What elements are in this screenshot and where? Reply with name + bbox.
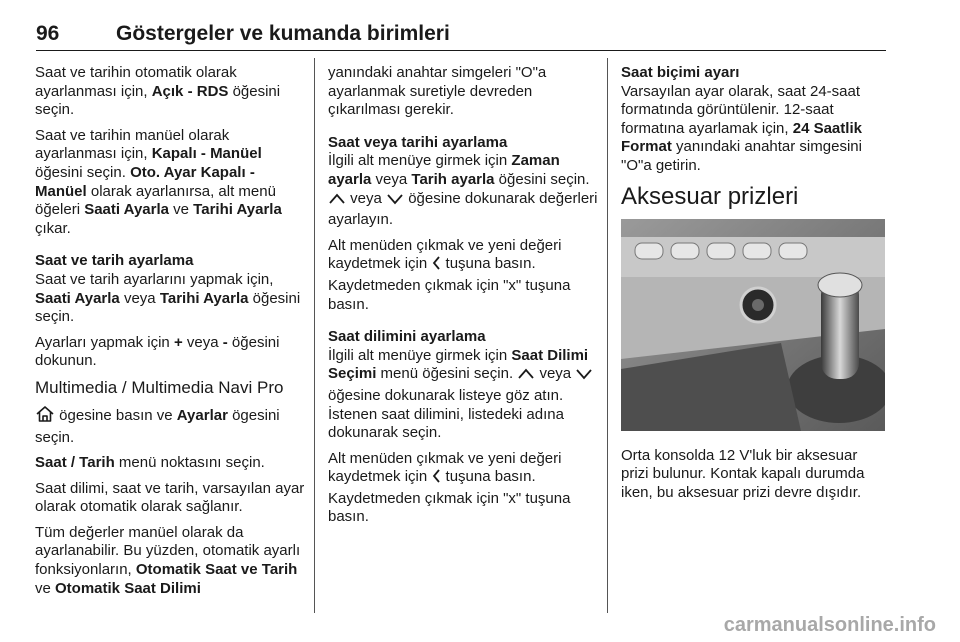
- section-heading: Aksesuar prizleri: [621, 182, 799, 210]
- subheading: Saat biçimi ayarı: [621, 64, 740, 81]
- subheading: Saat veya tarihi ayarlama: [328, 133, 508, 151]
- paragraph: Alt menüden çıkmak ve yeni değeri kaydetmek için tuşuna basın. Kaydetmeden çıkmak için "x" tuşuna basın.: [328, 236, 571, 313]
- paragraph: İlgili alt menüye girmek için Zaman ayarla veya Tarih ayarla öğesini seçin. veya öğesine dokunarak değerleri ayarlayın.: [328, 152, 598, 229]
- page-number: 96: [36, 22, 60, 45]
- paragraph: Saat ve tarihin otomatik olarak ayarlanması için, Açık - RDS öğesini seçin.: [35, 64, 281, 119]
- column-3: [621, 64, 887, 509]
- paragraph: Tüm değerler manüel olarak da ayarlanabilir. Bu yüzden, otomatik ayarlı fonksiyonların, Otomatik Saat ve Tarih ve Otomatik Saat Dilimi: [35, 523, 301, 597]
- chevron-up-icon: [517, 367, 535, 387]
- column-divider: [607, 58, 608, 613]
- paragraph: Varsayılan ayar olarak, saat 24-saat formatında görüntülenir. 12-saat formatına ayarlamak için, 24 Saatlik Format yanındaki anahtar simgesini "O"a getirin.: [621, 82, 862, 174]
- chevron-up-icon: [328, 192, 346, 212]
- chevron-down-icon: [575, 367, 593, 387]
- paragraph: Saat ve tarih ayarlarını yapmak için, Saati Ayarla veya Tarihi Ayarla öğesini seçin.: [35, 270, 301, 326]
- column-1: [35, 64, 305, 605]
- chevron-left-icon: [431, 255, 441, 277]
- paragraph: İlgili alt menüye girmek için Saat Dilimi Seçimi menü öğesini seçin. veya öğesine dokunarak listeye göz atın. İstenen saat dilimini, listedeki adına dokunarak seçin.: [328, 347, 600, 443]
- paragraph: Saat / Tarih menü noktasını seçin.: [35, 454, 265, 472]
- chevron-left-icon: [431, 468, 441, 490]
- console-illustration: [621, 219, 885, 431]
- chevron-down-icon: [386, 192, 404, 212]
- subheading: Saat dilimini ayarlama: [328, 328, 486, 346]
- watermark: carmanualsonline.info: [723, 614, 936, 636]
- column-2: [328, 64, 600, 534]
- paragraph: Saat dilimi, saat ve tarih, varsayılan ayar olarak otomatik olarak sağlanır.: [35, 479, 305, 516]
- column-divider: [314, 58, 315, 613]
- paragraph: ögesine basın ve Ayarlar ögesini seçin.: [35, 406, 280, 446]
- header-rule: [36, 50, 886, 51]
- paragraph: Ayarları yapmak için + veya - öğesini dokunun.: [35, 333, 280, 370]
- page-title: Göstergeler ve kumanda birimleri: [116, 22, 450, 45]
- paragraph: Saat ve tarihin manüel olarak ayarlanması için, Kapalı - Manüel öğesini seçin. Oto. Ayar Kapalı - Manüel olarak ayarlanırsa, alt menü öğeleri Saati Ayarla ve Tarihi Ayarla çıkar.: [35, 126, 282, 237]
- home-icon: [35, 405, 55, 429]
- paragraph: Alt menüden çıkmak ve yeni değeri kaydetmek için tuşuna basın. Kaydetmeden çıkmak için "x" tuşuna basın.: [328, 449, 571, 526]
- subheading: Saat ve tarih ayarlama: [35, 252, 194, 270]
- figure-caption: Orta konsolda 12 V'luk bir aksesuar prizi bulunur. Kontak kapalı durumda iken, bu aksesuar prizi devre dışıdır.: [621, 446, 865, 501]
- paragraph: yanındaki anahtar simgeleri "O"a ayarlanmak suretiyle devreden çıkarılması gerekir.: [328, 64, 547, 119]
- center-console-photo: [621, 219, 885, 431]
- section-subheading: Multimedia / Multimedia Navi Pro: [35, 377, 284, 397]
